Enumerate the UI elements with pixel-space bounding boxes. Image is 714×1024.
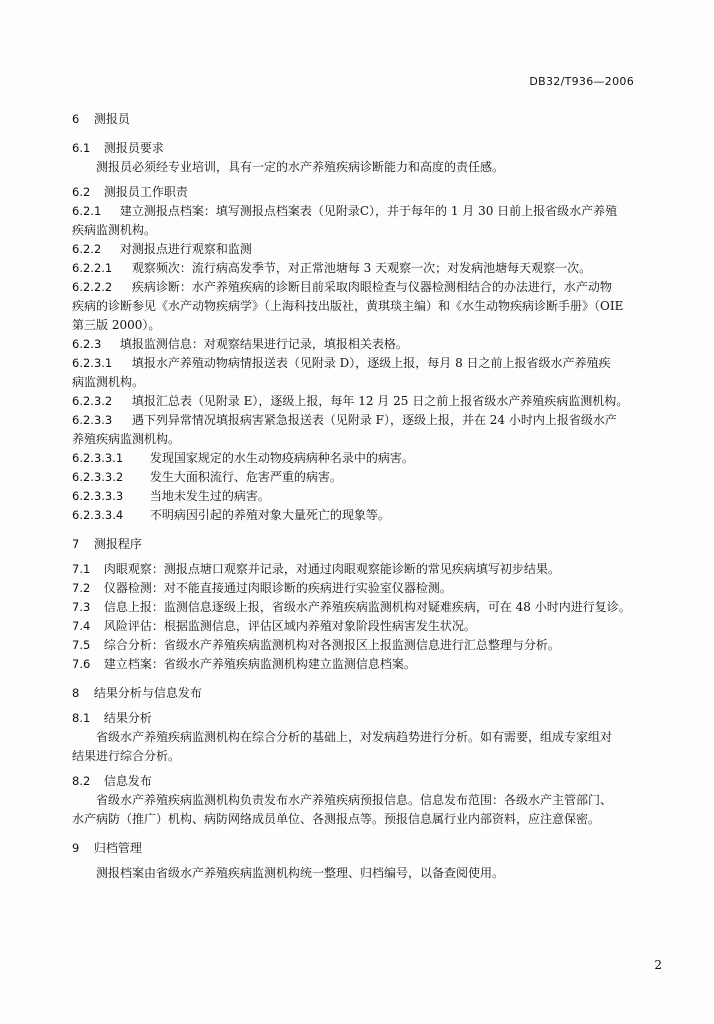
section-6-2-3-3-4: 6.2.3.3.4 不明病因引起的养殖对象大量死亡的现象等。 (72, 508, 390, 522)
section-6-2-3: 6.2.3 填报监测信息：对观察结果进行记录，填报相关表格。 (72, 337, 408, 351)
section-7-6: 7.6 建立档案：省级水产养殖疾病监测机构建立监测信息档案。 (72, 657, 416, 671)
section-6-2-3-3-1: 6.2.3.3.1 发现国家规定的水生动物疫病病种名录中的病害。 (72, 451, 414, 465)
section-6-2-2-2-line2: 疾病的诊断参见《水产动物疾病学》（上海科技出版社，黄琪琰主编）和《水生动物疾病诊断手册》（OIE (72, 299, 624, 313)
section-6-2-2-2-line3: 第三版 2000）。 (72, 318, 161, 332)
section-7-4: 7.4 风险评估：根据监测信息，评估区域内养殖对象阶段性病害发生状况。 (72, 619, 476, 633)
section-8-2-body-line2: 水产病防（推广）机构、病防网络成员单位、各测报点等。预报信息属行业内部资料，应注意保密。 (72, 812, 601, 826)
page-number: 2 (654, 958, 662, 972)
section-6-2-3-3-line1: 6.2.3.3 遇下列异常情况填报病害紧急报送表（见附录 F），逐级上报，并在 24 小时内上报省级水产 (72, 413, 617, 427)
section-6-2-1-line2: 疾病监测机构。 (72, 223, 157, 237)
section-6-2-heading: 6.2 测报员工作职责 (72, 185, 188, 199)
section-6-heading: 6 测报员 (72, 112, 130, 126)
section-7-2: 7.2 仪器检测：对不能直接通过肉眼诊断的疾病进行实验室仪器检测。 (72, 581, 452, 595)
section-6-2-3-3-3: 6.2.3.3.3 当地未发生过的病害。 (72, 489, 270, 503)
section-6-2-3-2: 6.2.3.2 填报汇总表（见附录 E），逐级上报，每年 12 月 25 日之前上报省级水产养殖疾病监测机构。 (72, 394, 629, 408)
section-6-2-3-1-line2: 病监测机构。 (72, 375, 145, 389)
section-9-heading: 9 归档管理 (72, 841, 142, 855)
section-8-2-body-line1: 省级水产养殖疾病监测机构负责发布水产养殖疾病预报信息。信息发布范围：各级水产主管部门、 (96, 793, 613, 807)
section-6-2-1-line1: 6.2.1 建立测报点档案：填写测报点档案表（见附录C），并于每年的 1 月 30 日前上报省级水产养殖 (72, 204, 618, 218)
section-8-1-body-line1: 省级水产养殖疾病监测机构在综合分析的基础上，对发病趋势进行分析。如有需要，组成专家组对 (96, 730, 613, 744)
section-6-2-2-2-line1: 6.2.2.2 疾病诊断：水产养殖疾病的诊断目前采取肉眼检查与仪器检测相结合的办法进行，水产动物 (72, 280, 612, 294)
document-id: DB32/T936—2006 (529, 75, 634, 88)
section-7-heading: 7 测报程序 (72, 537, 142, 551)
section-6-1-heading: 6.1 测报员要求 (72, 141, 164, 155)
section-8-1-body-line2: 结果进行综合分析。 (72, 749, 181, 763)
section-7-3: 7.3 信息上报：监测信息逐级上报，省级水产养殖疾病监测机构对疑难疾病，可在 48 小时内进行复诊。 (72, 600, 631, 614)
section-6-2-2-1: 6.2.2.1 观察频次：流行病高发季节，对正常池塘每 3 天观察一次；对发病池塘每天观察一次。 (72, 261, 592, 275)
section-6-2-3-1-line1: 6.2.3.1 填报水产养殖动物病情报送表（见附录 D），逐级上报，每月 8 日之前上报省级水产养殖疾 (72, 356, 611, 370)
section-6-2-3-3-line2: 养殖疾病监测机构。 (72, 432, 181, 446)
section-8-2-heading: 8.2 信息发布 (72, 774, 152, 788)
section-6-2-3-3-2: 6.2.3.3.2 发生大面积流行、危害严重的病害。 (72, 470, 342, 484)
section-6-1-body: 测报员必须经专业培训，具有一定的水产养殖疾病诊断能力和高度的责任感。 (96, 160, 505, 174)
section-8-heading: 8 结果分析与信息发布 (72, 686, 202, 700)
section-9-body: 测报档案由省级水产养殖疾病监测机构统一整理、归档编号，以备查阅使用。 (96, 866, 505, 880)
section-6-2-2-heading: 6.2.2 对测报点进行观察和监测 (72, 242, 252, 256)
section-8-1-heading: 8.1 结果分析 (72, 711, 152, 725)
section-7-5: 7.5 综合分析：省级水产养殖疾病监测机构对各测报区上报监测信息进行汇总整理与分析。 (72, 638, 560, 652)
section-7-1: 7.1 肉眼观察：测报点塘口观察并记录，对通过肉眼观察能诊断的常见疾病填写初步结果。 (72, 562, 560, 576)
document-body (72, 110, 684, 883)
